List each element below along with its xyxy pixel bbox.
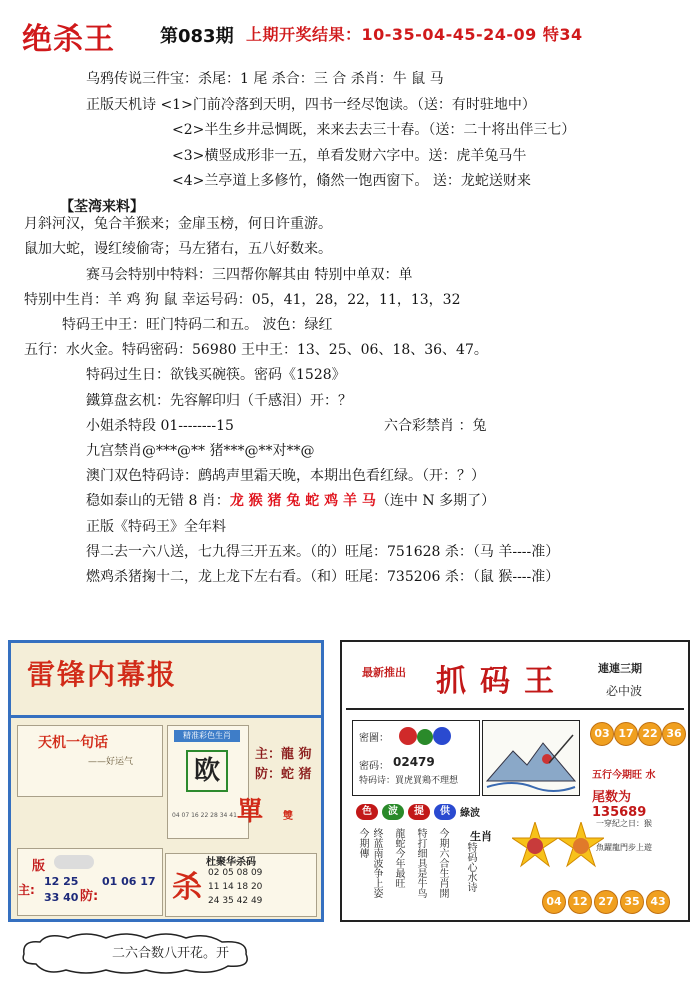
- text-line: 特码王中王：旺门特码二和五。 波色：绿红: [62, 317, 333, 333]
- fisherman-picture: [482, 720, 580, 796]
- text-line: 特别中生肖：羊 鸡 狗 鼠 幸运号码：05，41，28，22，11，13，32: [24, 292, 461, 308]
- text-line: 九宫禁肖@***@** 猪***@**对**@: [86, 443, 315, 459]
- number-ball: 17: [614, 722, 638, 746]
- secret-label: 密圖：: [359, 733, 389, 744]
- number-ball: 12: [568, 890, 592, 914]
- color-pill: 提: [408, 804, 430, 820]
- kill-row: 02 05 08 09: [208, 868, 263, 878]
- kill-title: 杜聚华杀码: [206, 857, 256, 868]
- fang-zodiac: 防：蛇 猪: [255, 767, 312, 782]
- zodiac-char: 欧: [186, 750, 228, 792]
- ball-icon: [433, 727, 451, 745]
- tail-text: 尾数为 135689: [592, 790, 647, 820]
- text-line: <2>半生乡井忌惆既，来来去去三十春。（送：二十将出伴三七）: [172, 122, 576, 138]
- zodiac-card-head: 精准彩色生肖: [174, 730, 240, 742]
- zhu-zodiac: 主：龍 狗: [255, 747, 312, 762]
- text-line: [86, 492, 495, 510]
- text-line: 得二去一六八送，七九得三开五来。（的）旺尾：751628 杀：（马 羊----准）: [86, 544, 560, 560]
- text-line: <4>兰亭道上多修竹，翛然一饱西窗下。 送：龙蛇送财来: [172, 173, 531, 189]
- divider: [11, 715, 321, 718]
- number-ball: 43: [646, 890, 670, 914]
- brand-title: 绝杀王: [22, 22, 115, 57]
- kill-char: 杀: [172, 870, 202, 905]
- number-ball: 22: [638, 722, 662, 746]
- color-word: 綠波: [460, 808, 480, 819]
- vertical-text: 今期六合生肖開: [437, 828, 448, 898]
- kill-row: 24 35 42 49: [208, 896, 263, 906]
- number-ball: 35: [620, 890, 644, 914]
- tiny-numbers: 04 07 16 22 28 34 41: [172, 812, 237, 819]
- code-label: 密码：: [359, 761, 389, 772]
- color-pill: 供: [434, 804, 456, 820]
- cloud-text: 二六合数八开花。开: [112, 946, 230, 961]
- text-segment: （连中 N 多期了）: [375, 493, 496, 509]
- poster-right-title: 抓码王: [436, 664, 568, 699]
- text-line: 五行：水火金。特码密码：56980 王中王：13、25、06、18、36、47。: [24, 342, 488, 358]
- poster-right: [340, 640, 690, 922]
- vertical-text: 特打细具是牛鸟: [415, 828, 426, 898]
- poster-right-header: [346, 646, 684, 710]
- issue-number: 第083期: [160, 26, 234, 47]
- ball-icon: [417, 729, 433, 745]
- number-ball: 03: [590, 722, 614, 746]
- color-pill: 色: [356, 804, 378, 820]
- number-ball: 27: [594, 890, 618, 914]
- vertical-text: 今期傳: [357, 828, 368, 858]
- text-line: 燃鸡杀猪掬十二，龙上龙下左右看。（和）旺尾：735206 杀：（鼠 猴----准）: [86, 569, 560, 585]
- vertical-text: 龍蛇今年最旺: [393, 828, 404, 888]
- tianji-sub: ——好运气: [88, 757, 134, 767]
- fisherman-icon: [483, 721, 579, 795]
- zodiac-highlight: 龙 猴 猪 兔 蛇 鸡 羊 马: [229, 493, 376, 509]
- poem-text: 特码诗：買虎買鶏不理想: [359, 776, 459, 786]
- numbers-row: 01 06 17: [102, 875, 156, 888]
- text-line: 赛马会特别中特料：三四帮你解其由 特别中单双：单: [86, 267, 413, 283]
- number-ball: 04: [542, 890, 566, 914]
- numbers-row: 12 25: [44, 875, 79, 888]
- numbers-box: [17, 848, 163, 916]
- star-burst-icon: [512, 822, 558, 868]
- smudge: [54, 855, 94, 869]
- text-line: 月斜河汉，兔合羊猴来；金扉玉榜，何日许重游。: [24, 216, 332, 232]
- kill-row: 11 14 18 20: [208, 882, 263, 892]
- text-line: 六合彩禁肖 ：兔: [384, 418, 487, 434]
- text-line: 正版天机诗 <1>门前冷落到天明，四书一经尽饱读。（送：有时驻地中）: [86, 97, 536, 113]
- double-char: 雙: [283, 811, 293, 822]
- vertical-text: 特码心水诗: [465, 842, 476, 892]
- poster-left: [8, 640, 324, 922]
- numbers-row: 33 40: [44, 891, 79, 904]
- version-label: 版: [32, 859, 46, 874]
- new-label: 最新推出: [362, 666, 406, 679]
- secret-box: [352, 720, 480, 796]
- motto-text: 一穿紀之日：猴: [596, 819, 652, 828]
- section-heading: 【荃湾来料】: [60, 199, 144, 215]
- text-line: 鼠加大蛇，谩红绫偷寄；马左猪右，五八好数来。: [24, 241, 332, 257]
- tianji-box: [17, 725, 163, 797]
- vertical-text: 终蓝南波争上姿: [371, 828, 382, 898]
- text-line: 正版《特码王》全年料: [86, 519, 226, 535]
- text-line: 澳门双色特码诗：鹧鸪声里霜天晚，本期出色看红绿。（开：？）: [86, 468, 485, 484]
- ball-icon: [399, 727, 417, 745]
- must-wave: 必中波: [606, 684, 643, 698]
- text-line: 鐵算盘玄机：先容解印归（千感泪）开：？: [86, 393, 352, 409]
- text-line: <3>横竖成形非一五，单看发财六字中。送：虎羊兔马牛: [172, 148, 527, 164]
- kill-numbers-box: [165, 853, 317, 917]
- single-char: 單: [237, 797, 264, 827]
- fang-label: 防:: [80, 889, 99, 904]
- shengxiao-label: 生肖: [470, 830, 492, 843]
- three-periods: 連連三期: [598, 662, 642, 675]
- text-line: 小姐杀特段 01--------15: [86, 418, 234, 434]
- last-result: 上期开奖结果：10-35-04-45-24-09 特34: [246, 25, 583, 44]
- code-value: 02479: [393, 755, 435, 769]
- text-line: 特码过生日：欲钱买碗筷。密码《1528》: [86, 367, 346, 383]
- number-ball: 36: [662, 722, 686, 746]
- text-segment: 稳如泰山的无错 8 肖：: [86, 493, 230, 509]
- wuxing-text: 五行今期旺 水: [592, 770, 656, 781]
- color-pill: 波: [382, 804, 404, 820]
- poster-left-title: 雷锋内幕报: [27, 658, 178, 691]
- tianji-title: 天机一句话: [38, 735, 108, 751]
- text-line: 乌鸦传说三件宝：杀尾：1 尾 杀合：三 合 杀肖：牛 鼠 马: [86, 71, 444, 87]
- motto-text: 魚躍龍門步上遊: [596, 843, 652, 852]
- zhu-label: 主:: [18, 883, 35, 897]
